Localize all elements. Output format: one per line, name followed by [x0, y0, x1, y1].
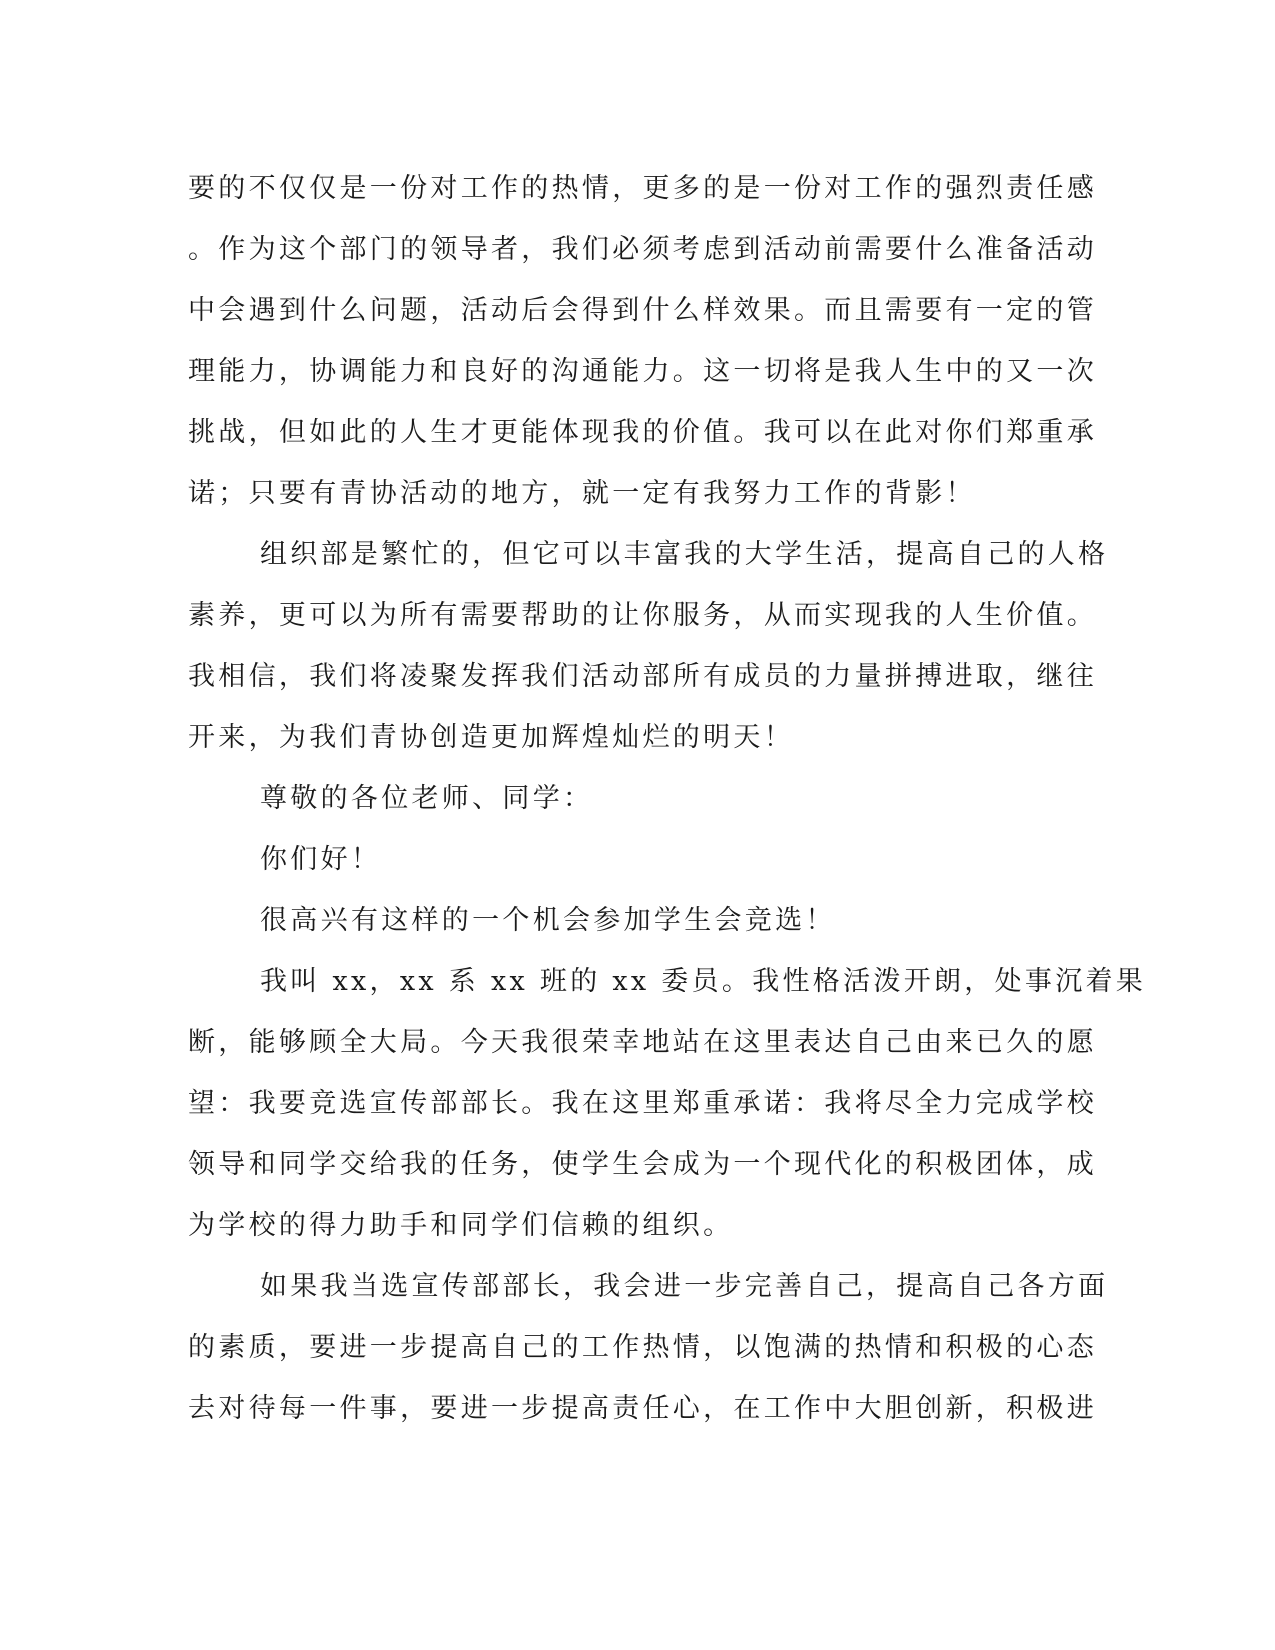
text-line: 断，能够顾全大局。今天我很荣幸地站在这里表达自己由来已久的愿 [188, 1027, 1097, 1058]
text-line: 挑战，但如此的人生才更能体现我的价值。我可以在此对你们郑重承 [188, 417, 1097, 448]
text-line: 的素质，要进一步提高自己的工作热情，以饱满的热情和积极的心态 [188, 1332, 1097, 1363]
body-text [188, 158, 1147, 1439]
text-line: 。作为这个部门的领导者，我们必须考虑到活动前需要什么准备活动 [188, 234, 1097, 265]
text-line: 为学校的得力助手和同学们信赖的组织。 [188, 1210, 734, 1241]
text-line: 去对待每一件事，要进一步提高责任心，在工作中大胆创新，积极进 [188, 1393, 1097, 1424]
text-line: 素养，更可以为所有需要帮助的让你服务，从而实现我的人生价值。 [188, 600, 1097, 631]
text-line: 如果我当选宣传部部长，我会进一步完善自己，提高自己各方面 [260, 1271, 1109, 1302]
text-line: 理能力，协调能力和良好的沟通能力。这一切将是我人生中的又一次 [188, 356, 1097, 387]
text-line: 中会遇到什么问题，活动后会得到什么样效果。而且需要有一定的管 [188, 295, 1097, 326]
text-line: 我叫 xx，xx 系 xx 班的 xx 委员。我性格活泼开朗，处事沉着果 [260, 966, 1147, 997]
text-line: 望：我要竞选宣传部部长。我在这里郑重承诺：我将尽全力完成学校 [188, 1088, 1097, 1119]
text-line: 开来，为我们青协创造更加辉煌灿烂的明天！ [188, 722, 794, 753]
text-line: 尊敬的各位老师、同学： [260, 783, 594, 814]
text-line: 很高兴有这样的一个机会参加学生会竞选！ [260, 905, 836, 936]
text-line: 我相信，我们将凌聚发挥我们活动部所有成员的力量拼搏进取，继往 [188, 661, 1097, 692]
text-line: 领导和同学交给我的任务，使学生会成为一个现代化的积极团体，成 [188, 1149, 1097, 1180]
text-line: 诺；只要有青协活动的地方，就一定有我努力工作的背影！ [188, 478, 976, 509]
text-line: 要的不仅仅是一份对工作的热情，更多的是一份对工作的强烈责任感 [188, 173, 1097, 204]
text-line: 你们好！ [260, 844, 382, 875]
text-line: 组织部是繁忙的，但它可以丰富我的大学生活，提高自己的人格 [260, 539, 1109, 570]
